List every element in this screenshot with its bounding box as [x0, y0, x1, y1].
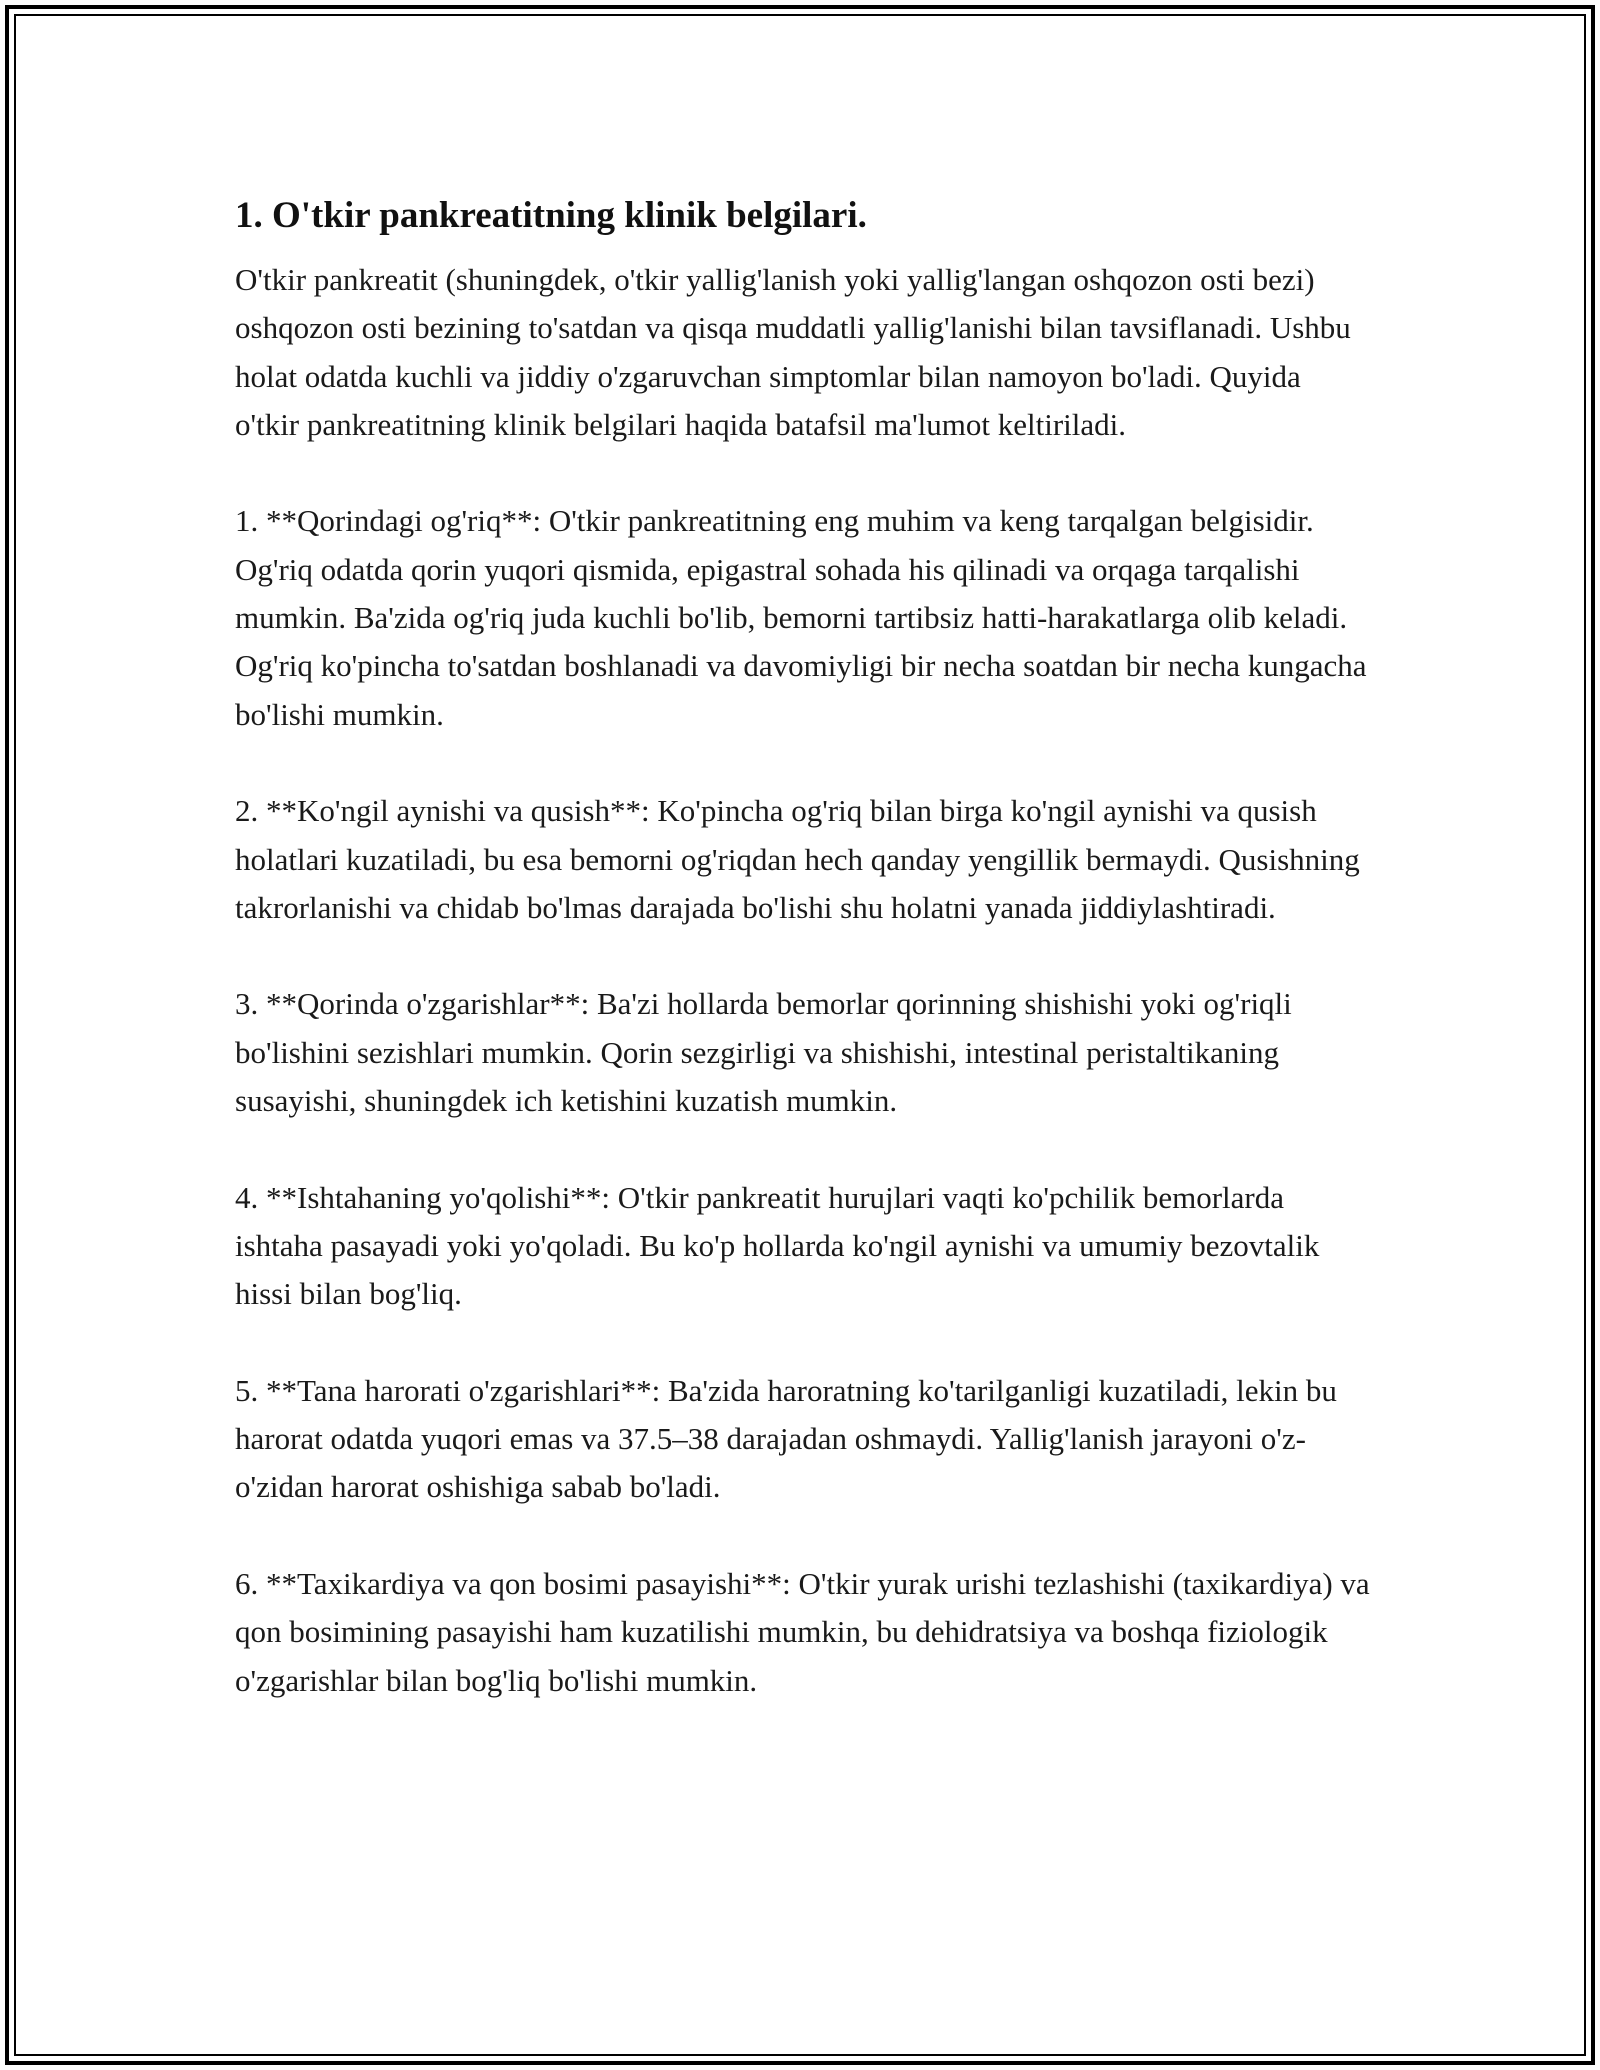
symptom-tachycardia-hypotension: 6. **Taxikardiya va qon bosimi pasayishi**: O'tkir yurak urishi tezlashishi (taxikardiya) va qon bosimining pasayishi ham kuzatilishi mumkin, bu dehidratsiya va boshqa fiziologik o'zgarishlar bilan bog'liq bo'lishi mumkin.: [235, 1566, 1370, 1698]
symptom-nausea-vomiting: 2. **Ko'ngil aynishi va qusish**: Ko'pincha og'riq bilan birga ko'ngil aynishi va qusish holatlari kuzatiladi, bu esa bemorni og'riqdan hech qanday yengillik bermaydi. Qusishning takrorlanishi va chidab bo'lmas darajada bo'lishi shu holatni yanada jiddiylashtiradi.: [235, 793, 1360, 925]
symptom-temperature-changes: 5. **Tana harorati o'zgarishlari**: Ba'zida haroratning ko'tarilganligi kuzatiladi, lekin bu harorat odatda yuqori emas va 37.5–38 darajadan oshmaydi. Yallig'lanish jarayoni o'z-o'zidan harorat oshishiga sabab bo'ladi.: [235, 1372, 1337, 1505]
symptom-abdominal-pain: 1. **Qorindagi og'riq**: O'tkir pankreatitning eng muhim va keng tarqalgan belgisidir. Og'riq odatda qorin yuqori qismida, epigastral sohada his qilinadi va orqaga tarqalishi mumkin. Ba'zida og'riq juda kuchli bo'lib, bemorni tartibsiz hatti-harakatlarga olib keladi. Og'riq ko'pincha to'satdan boshlanadi va davomiyligi bir necha soatdan bir necha kungacha bo'lishi mumkin.: [235, 503, 1367, 732]
intro-paragraph: O'tkir pankreatit (shuningdek, o'tkir yallig'lanish yoki yallig'langan oshqozon osti bezi) oshqozon osti bezining to'satdan va qisqa muddatli yallig'lanishi bilan tavsiflanadi. Ushbu holat odatda kuchli va jiddiy o'zgaruvchan simptomlar bilan namoyon bo'ladi. Quyida o'tkir pankreatitning klinik belgilari haqida batafsil ma'lumot keltiriladi.: [235, 262, 1351, 442]
section-heading: 1. O'tkir pankreatitning klinik belgilari.: [235, 195, 867, 236]
symptom-appetite-loss: 4. **Ishtahaning yo'qolishi**: O'tkir pankreatit hurujlari vaqti ko'pchilik bemorlarda ishtaha pasayadi yoki yo'qoladi. Bu ko'p hollarda ko'ngil aynishi va umumiy bezovtalik hissi bilan bog'liq.: [235, 1179, 1320, 1312]
symptom-abdominal-changes: 3. **Qorinda o'zgarishlar**: Ba'zi hollarda bemorlar qorinning shishishi yoki og'riqli bo'lishini sezishlari mumkin. Qorin sezgirligi va shishishi, intestinal peristaltikaning susayishi, shuningdek ich ketishini kuzatish mumkin.: [235, 986, 1292, 1119]
document-body: [235, 188, 1370, 1753]
